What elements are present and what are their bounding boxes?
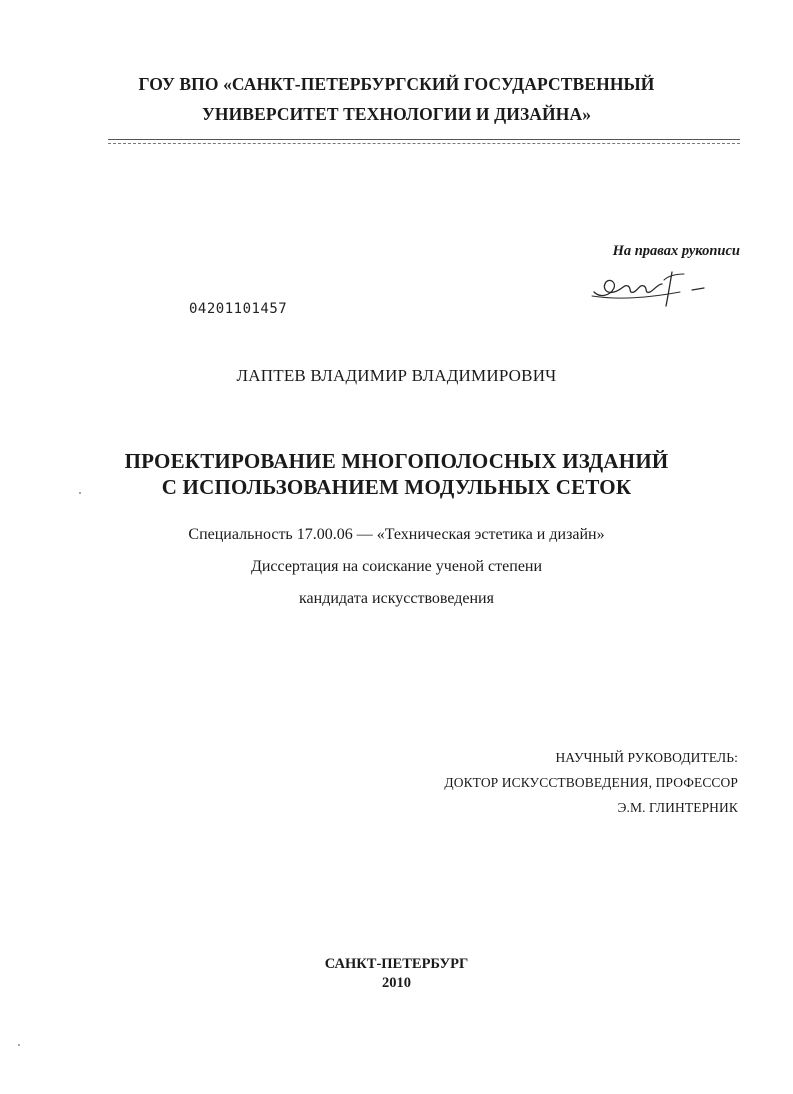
specialty: Специальность 17.00.06 — «Техническая эстетика и дизайн» [188,526,605,543]
supervisor-position: ДОКТОР ИСКУССТВОВЕДЕНИЯ, ПРОФЕССОР [444,775,738,790]
supervisor-name: Э.М. ГЛИНТЕРНИК [617,800,738,815]
dissertation-purpose: Диссертация на соискание ученой степени [250,558,543,575]
header-rule-bottom [108,143,740,144]
scan-speck [79,492,81,494]
supervisor-label: НАУЧНЫЙ РУКОВОДИТЕЛЬ: [555,750,738,765]
author-name: ЛАПТЕВ ВЛАДИМИР ВЛАДИМИРОВИЧ [236,366,557,385]
academic-degree: кандидата искусствоведения [299,590,494,607]
year: 2010 [382,975,411,991]
university-name-line-2: УНИВЕРСИТЕТ ТЕХНОЛОГИИ И ДИЗАЙНА» [201,104,592,124]
scan-speck [18,1044,20,1046]
header-rule-top [108,139,740,140]
catalog-code: 04201101457 [189,301,288,317]
manuscript-rights-note: На правах рукописи [612,243,740,259]
city: САНКТ-ПЕТЕРБУРГ [324,956,469,972]
university-name-line-1: ГОУ ВПО «САНКТ-ПЕТЕРБУРГСКИЙ ГОСУДАРСТВЕННЫЙ [138,74,655,94]
dissertation-title-line-2: С ИСПОЛЬЗОВАНИЕМ МОДУЛЬНЫХ СЕТОК [161,475,632,499]
dissertation-title-line-1: ПРОЕКТИРОВАНИЕ МНОГОПОЛОСНЫХ ИЗДАНИЙ [124,449,669,473]
handwritten-signature-icon [588,262,718,310]
